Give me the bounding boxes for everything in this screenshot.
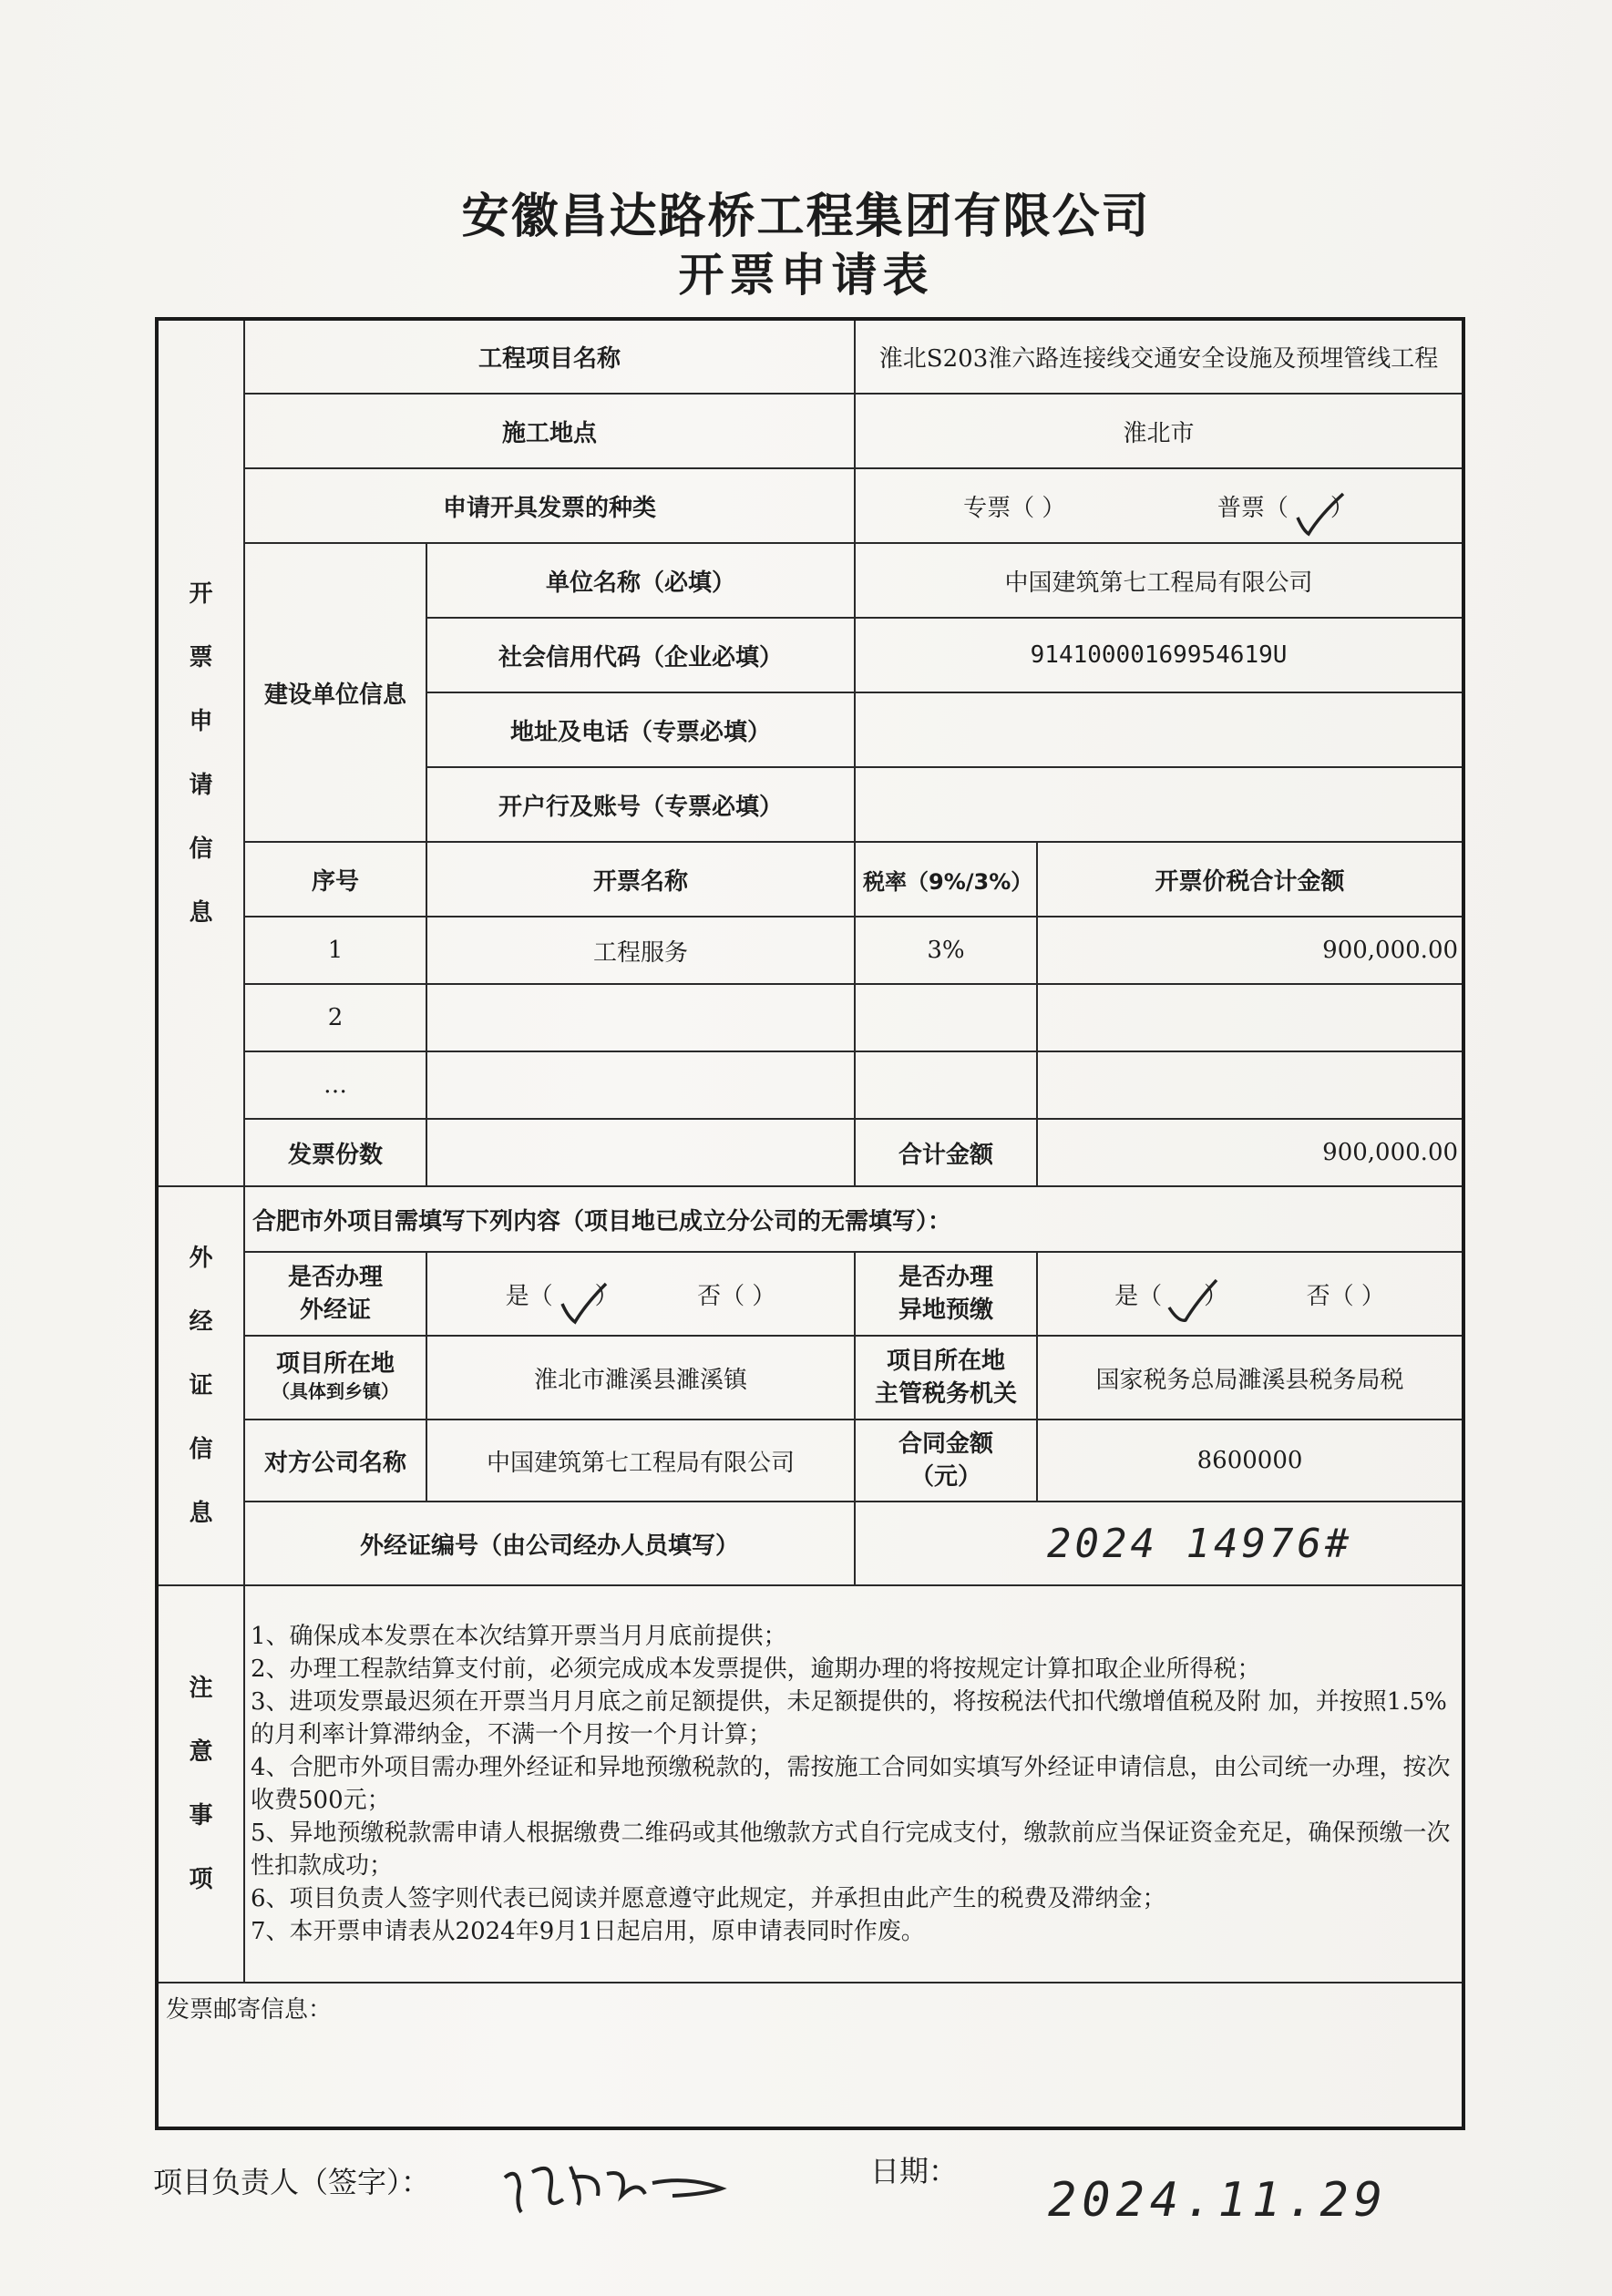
- item-no: …: [244, 1051, 426, 1119]
- location-value[interactable]: 淮北市濉溪县濉溪镇: [426, 1336, 855, 1420]
- mailing-info[interactable]: [157, 1983, 1463, 2128]
- item-amount[interactable]: [1037, 984, 1463, 1051]
- list-item: 3、进项发票最迟须在开票当月月底之前足额提供，未足额提供的，将按税法代扣代缴增值税及附 加，并按照1.5%的月利率计算滞纳金，不满一个月按一个月计算；: [251, 1688, 1447, 1748]
- item-name[interactable]: [426, 1051, 855, 1119]
- permit-no-option[interactable]: 否（ ）: [697, 1282, 776, 1310]
- invoice-type-row: [157, 468, 1463, 543]
- item-amount[interactable]: 900,000.00: [1037, 917, 1463, 984]
- contract-amount-value[interactable]: 8600000: [1037, 1420, 1463, 1502]
- site-row: [157, 394, 1463, 468]
- table-row: [157, 984, 1463, 1051]
- permit-number-label: 外经证编号（由公司经办人员填写）: [244, 1502, 855, 1585]
- invoice-application-table: [155, 317, 1465, 2130]
- total-amount-label: 合计金额: [855, 1119, 1037, 1186]
- permit-intro: 合肥市外项目需填写下列内容（项目地已成立分公司的无需填写）：: [244, 1186, 1463, 1252]
- prepay-no-option[interactable]: 否（ ）: [1306, 1282, 1385, 1310]
- notes-list: [244, 1585, 1463, 1983]
- bank-value[interactable]: [855, 767, 1463, 842]
- date-label: 日期：: [870, 2154, 959, 2188]
- address-value[interactable]: [855, 692, 1463, 767]
- credit-code-value[interactable]: 91410000169954619U: [855, 618, 1463, 692]
- permit-question-row: [157, 1252, 1463, 1336]
- list-item: 2、办理工程款结算支付前，必须完成成本发票提供，逾期办理的将按规定计算扣取企业所得税；: [251, 1655, 1261, 1683]
- permit-number-value[interactable]: 2024 14976#: [855, 1502, 1463, 1585]
- bank-label: 开户行及账号（专票必填）: [426, 767, 855, 842]
- general-invoice-option[interactable]: 普票（ ）: [1217, 495, 1354, 522]
- permit-yes-option[interactable]: 是（ ）: [506, 1283, 619, 1310]
- handwritten-signature: [492, 2141, 738, 2227]
- item-name[interactable]: 工程服务: [426, 917, 855, 984]
- address-label: 地址及电话（专票必填）: [426, 692, 855, 767]
- item-no: 1: [244, 917, 426, 984]
- unit-name-value[interactable]: 中国建筑第七工程局有限公司: [855, 543, 1463, 618]
- table-row: [157, 1051, 1463, 1119]
- signer-label: 项目负责人（签字）：: [153, 2165, 431, 2199]
- invoice-type-options: [855, 468, 1463, 543]
- list-item: 5、异地预缴税款需申请人根据缴费二维码或其他缴款方式自行完成支付，缴款前应当保证资金充足，确保预缴一次性扣款成功；: [251, 1819, 1451, 1880]
- project-name-value[interactable]: 淮北S203淮六路连接线交通安全设施及预埋管线工程: [855, 319, 1463, 394]
- unit-name-row: [157, 543, 1463, 618]
- date-value[interactable]: 2024.11.29: [1048, 2173, 1389, 2228]
- special-invoice-option[interactable]: 专票（ ）: [963, 494, 1066, 522]
- tax-authority-label: 项目所在地 主管税务机关: [855, 1336, 1037, 1420]
- prepay-yes-option[interactable]: 是（ ）: [1114, 1283, 1227, 1310]
- counterparty-row: [157, 1420, 1463, 1502]
- col-header-name: 开票名称: [426, 842, 855, 917]
- section-invoice-info: 开 票 申 请 信 息: [157, 319, 244, 1186]
- item-rate[interactable]: 3%: [855, 917, 1037, 984]
- permit-question-label: 是否办理 外经证: [244, 1252, 426, 1336]
- site-label: 施工地点: [244, 394, 855, 468]
- credit-code-label: 社会信用代码（企业必填）: [426, 618, 855, 692]
- location-row: [157, 1336, 1463, 1420]
- section-permit-info: 外 经 证 信 息: [157, 1186, 244, 1585]
- counterparty-label: 对方公司名称: [244, 1420, 426, 1502]
- prepay-question-label: 是否办理 异地预缴: [855, 1252, 1037, 1336]
- contract-amount-label: 合同金额 （元）: [855, 1420, 1037, 1502]
- invoice-type-label: 申请开具发票的种类: [244, 468, 855, 543]
- totals-row: [157, 1119, 1463, 1186]
- permit-number-row: [157, 1502, 1463, 1585]
- project-name-row: [157, 319, 1463, 394]
- site-value[interactable]: 淮北市: [855, 394, 1463, 468]
- notes-row: [157, 1585, 1463, 1983]
- permit-intro-row: [157, 1186, 1463, 1252]
- col-header-rate: 税率（9%/3%）: [855, 842, 1037, 917]
- company-title: 安徽昌达路桥工程集团有限公司: [461, 190, 1151, 244]
- tax-authority-value[interactable]: 国家税务总局濉溪县税务局税: [1037, 1336, 1463, 1420]
- section-notes: 注 意 事 项: [157, 1585, 244, 1983]
- mailing-row: [157, 1983, 1463, 2128]
- item-name[interactable]: [426, 984, 855, 1051]
- list-item: 1、确保成本发票在本次结算开票当月月底前提供；: [251, 1623, 787, 1650]
- permit-options: [426, 1252, 855, 1336]
- list-item: 4、合肥市外项目需办理外经证和异地预缴税款的，需按施工合同如实填写外经证申请信息，由公司统一办理，按次收费500元；: [251, 1754, 1451, 1814]
- items-header-row: [157, 842, 1463, 917]
- prepay-options: [1037, 1252, 1463, 1336]
- item-rate[interactable]: [855, 1051, 1037, 1119]
- col-header-no: 序号: [244, 842, 426, 917]
- col-header-amount: 开票价税合计金额: [1037, 842, 1463, 917]
- mailing-label: 发票邮寄信息：: [166, 1996, 333, 2024]
- list-item: 7、本开票申请表从2024年9月1日起启用，原申请表同时作废。: [251, 1918, 925, 1945]
- list-item: 6、项目负责人签字则代表已阅读并愿意遵守此规定，并承担由此产生的税费及滞纳金；: [251, 1885, 1166, 1912]
- unit-name-label: 单位名称（必填）: [426, 543, 855, 618]
- total-amount-value[interactable]: 900,000.00: [1037, 1119, 1463, 1186]
- form-title: 开票申请表: [678, 249, 934, 302]
- project-name-label: 工程项目名称: [244, 319, 855, 394]
- invoice-count-value[interactable]: [426, 1119, 855, 1186]
- table-row: [157, 917, 1463, 984]
- item-amount[interactable]: [1037, 1051, 1463, 1119]
- client-info-label: 建设单位信息: [244, 543, 426, 842]
- item-rate[interactable]: [855, 984, 1037, 1051]
- invoice-count-label: 发票份数: [244, 1119, 426, 1186]
- item-no: 2: [244, 984, 426, 1051]
- counterparty-value[interactable]: 中国建筑第七工程局有限公司: [426, 1420, 855, 1502]
- location-label: 项目所在地 （具体到乡镇）: [244, 1336, 426, 1420]
